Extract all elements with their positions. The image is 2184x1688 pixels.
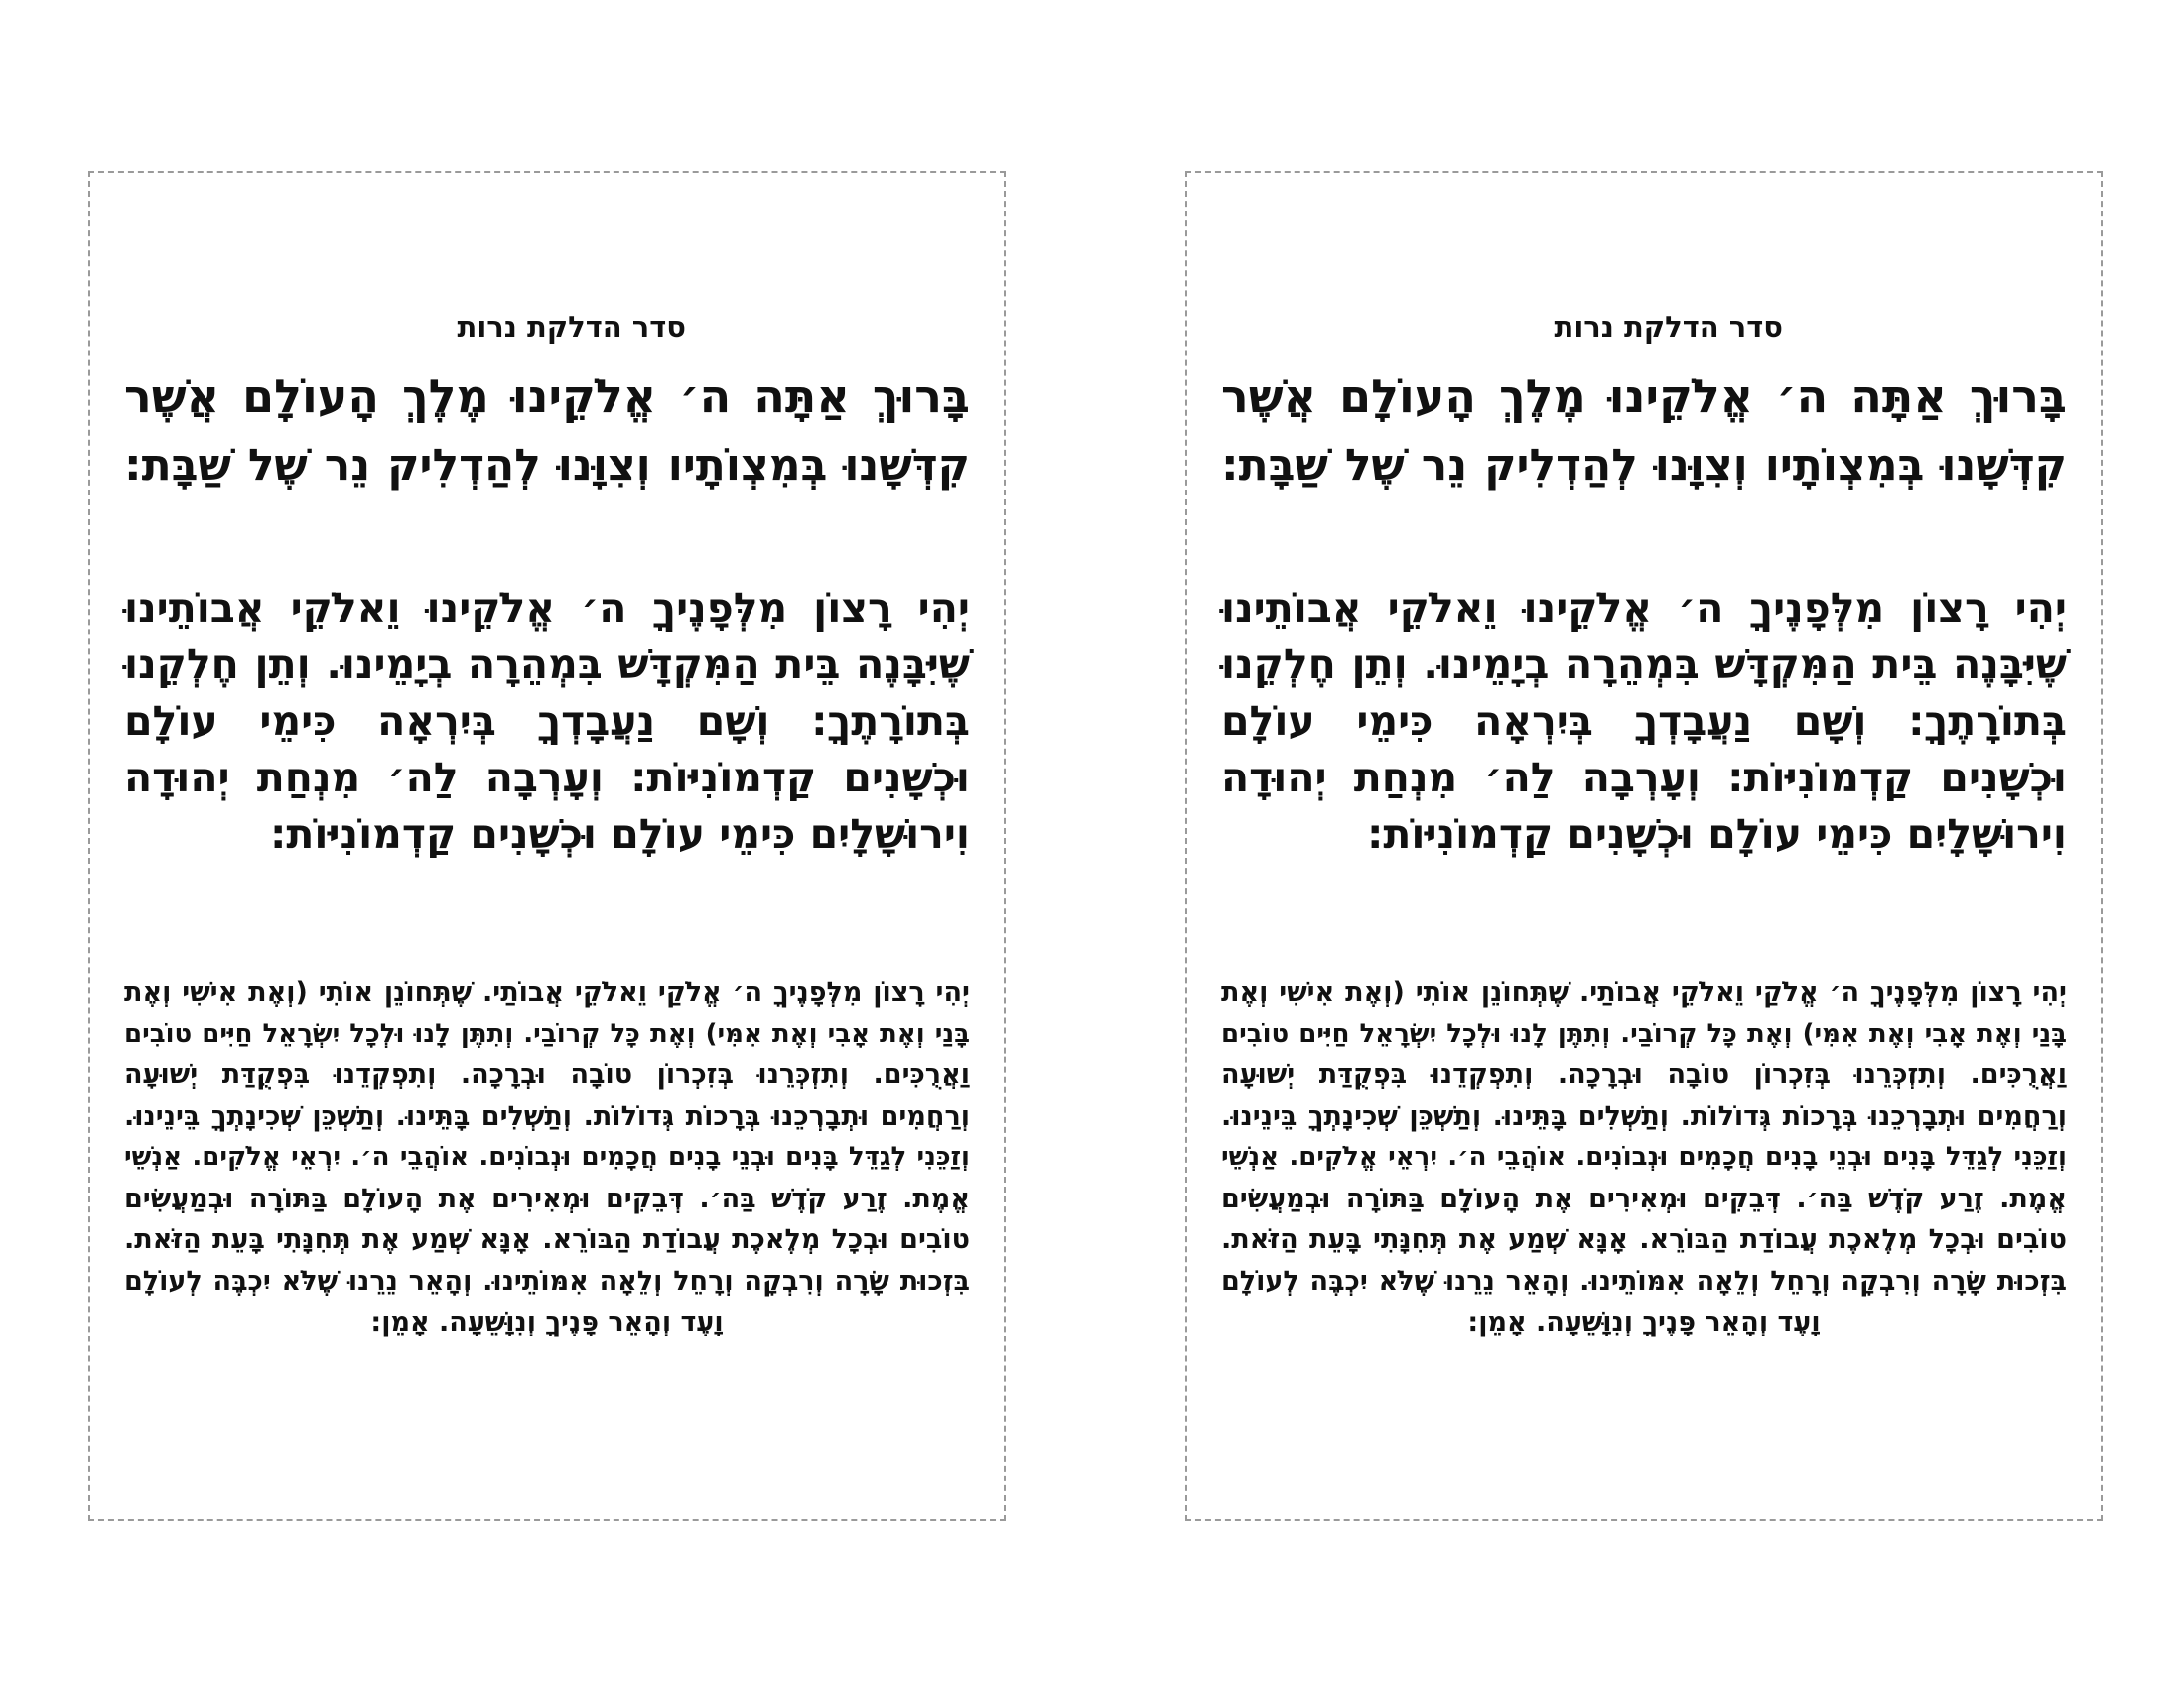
personal-line: וְרַחֲמִים וּתְבָרְכֵנוּ בְּרָכוֹת גְּדוֹלוֹת. וְתַשְׁלִים בָּתֵּינוּ. וְתַשְׁכֵּן שְׁכִינָתְךָ בֵּינֵינוּ.: [1221, 1100, 2067, 1132]
prayer-line: וִירוּשָׁלָיִם כִּימֵי עוֹלָם וּכְשָׁנִים קַדְמוֹנִיּוֹת:: [1366, 810, 2067, 858]
card-title: סדר הדלקת נרות: [457, 310, 686, 344]
personal-line: בִּזְכוּת שָׂרָה וְרִבְקָה וְרָחֵל וְלֵאָה אִמּוֹתֵינוּ. וְהָאֵר נֵרֵנוּ שֶׁלֹּא יִכְבֶּה לְעוֹלָם: [1221, 1265, 2067, 1297]
personal-line: טוֹבִים וּבְכָל מְלֶאכֶת עֲבוֹדַת הַבּוֹרֵא. אָנָּא שְׁמַע אֶת תְּחִנָּתִי בָּעֵת הַזֹּאת.: [1221, 1224, 2067, 1255]
personal-prayer: [124, 972, 970, 1343]
personal-line: וַאֲרֻכִּים. וְתִזְכְּרֵנוּ בְּזִכְרוֹן טוֹבָה וּבְרָכָה. וְתִפְקְדֵנוּ בִּפְקֻדַּת יְשׁוּעָה: [1221, 1059, 2067, 1090]
personal-line: יְהִי רָצוֹן מִלְּפָנֶיךָ ה׳ אֱלֹקַי וֵאלֹקֵי אֲבוֹתַי. שֶׁתְּחוֹנֵן אוֹתִי (וְאֶת אִישִׁי וְאֶת: [124, 977, 970, 1008]
prayer-line: וִירוּשָׁלָיִם כִּימֵי עוֹלָם וּכְשָׁנִים קַדְמוֹנִיּוֹת:: [269, 810, 970, 858]
candle-lighting-card-left: [88, 171, 1006, 1521]
prayer-line: שֶׁיִּבָּנֶה בֵּית הַמִּקְדָּשׁ בִּמְהֵרָה בְיָמֵינוּ. וְתֵן חֶלְקֵנוּ: [124, 640, 970, 688]
personal-line: טוֹבִים וּבְכָל מְלֶאכֶת עֲבוֹדַת הַבּוֹרֵא. אָנָּא שְׁמַע אֶת תְּחִנָּתִי בָּעֵת הַזֹּאת.: [124, 1224, 970, 1255]
blessing-line: בָּרוּךְ אַתָּה ה׳ אֱלֹקֵינוּ מֶלֶךְ הָעוֹלָם אֲשֶׁר: [124, 369, 970, 423]
prayer-line: יְהִי רָצוֹן מִלְּפָנֶיךָ ה׳ אֱלֹקֵינוּ וֵאלֹקֵי אֲבוֹתֵינוּ: [1221, 584, 2067, 632]
blessing-line: קִדְּשָׁנוּ בְּמִצְוֹתָיו וְצִוָּנוּ לְהַדְלִיק נֵר שֶׁל שַׁבָּת:: [124, 440, 970, 491]
personal-line: אֱמֶת. זֶרַע קֹדֶשׁ בַּה׳. דְּבֵקִים וּמְאִירִים אֶת הָעוֹלָם בַּתּוֹרָה וּבְמַעֲשִׂים: [1221, 1183, 2067, 1214]
personal-prayer: [1221, 972, 2067, 1343]
prayer-line: יְהִי רָצוֹן מִלְּפָנֶיךָ ה׳ אֱלֹקֵינוּ וֵאלֹקֵי אֲבוֹתֵינוּ: [124, 584, 970, 632]
temple-prayer: [124, 580, 970, 863]
personal-line: אֱמֶת. זֶרַע קֹדֶשׁ בַּה׳. דְּבֵקִים וּמְאִירִים אֶת הָעוֹלָם בַּתּוֹרָה וּבְמַעֲשִׂים: [124, 1183, 970, 1214]
personal-line: בָּנַי וְאֶת אָבִי וְאֶת אִמִּי) וְאֶת כָּל קְרוֹבַי. וְתִתֶּן לָנוּ וּלְכָל יִשְׂרָאֵל חַיִּים טוֹבִים: [1221, 1018, 2067, 1049]
personal-line: וְזַכֵּנִי לְגַדֵּל בָּנִים וּבְנֵי בָנִים חֲכָמִים וּנְבוֹנִים. אוֹהֲבֵי ה׳. יִרְאֵי אֱלֹקִים. אַנְשֵׁי: [1221, 1142, 2067, 1172]
personal-line: וַאֲרֻכִּים. וְתִזְכְּרֵנוּ בְּזִכְרוֹן טוֹבָה וּבְרָכָה. וְתִפְקְדֵנוּ בִּפְקֻדַּת יְשׁוּעָה: [124, 1059, 970, 1090]
personal-line: יְהִי רָצוֹן מִלְּפָנֶיךָ ה׳ אֱלֹקַי וֵאלֹקֵי אֲבוֹתַי. שֶׁתְּחוֹנֵן אוֹתִי (וְאֶת אִישִׁי וְאֶת: [1221, 977, 2067, 1008]
personal-line: בִּזְכוּת שָׂרָה וְרִבְקָה וְרָחֵל וְלֵאָה אִמּוֹתֵינוּ. וְהָאֵר נֵרֵנוּ שֶׁלֹּא יִכְבֶּה לְעוֹלָם: [124, 1265, 970, 1297]
prayer-line: שֶׁיִּבָּנֶה בֵּית הַמִּקְדָּשׁ בִּמְהֵרָה בְיָמֵינוּ. וְתֵן חֶלְקֵנוּ: [1221, 640, 2067, 688]
personal-line: וָעֶד וְהָאֵר פָּנֶיךָ וְנִוָּשֵׁעָה. אָמֵן:: [1467, 1307, 1821, 1337]
card-title: סדר הדלקת נרות: [1554, 310, 1783, 344]
personal-line: וָעֶד וְהָאֵר פָּנֶיךָ וְנִוָּשֵׁעָה. אָמֵן:: [370, 1307, 724, 1337]
candle-blessing: [124, 361, 970, 500]
prayer-line: וּכְשָׁנִים קַדְמוֹנִיּוֹת: וְעָרְבָה לַה׳ מִנְחַת יְהוּדָה: [1221, 754, 2067, 801]
prayer-line: בְּתוֹרָתֶךָ: וְשָׁם נַעֲבָדְךָ בְּיִרְאָה כִּימֵי עוֹלָם: [1221, 697, 2067, 745]
blessing-line: קִדְּשָׁנוּ בְּמִצְוֹתָיו וְצִוָּנוּ לְהַדְלִיק נֵר שֶׁל שַׁבָּת:: [1221, 440, 2067, 491]
blessing-line: בָּרוּךְ אַתָּה ה׳ אֱלֹקֵינוּ מֶלֶךְ הָעוֹלָם אֲשֶׁר: [1221, 369, 2067, 423]
candle-blessing: [1221, 361, 2067, 500]
personal-line: וְזַכֵּנִי לְגַדֵּל בָּנִים וּבְנֵי בָנִים חֲכָמִים וּנְבוֹנִים. אוֹהֲבֵי ה׳. יִרְאֵי אֱלֹקִים. אַנְשֵׁי: [124, 1142, 970, 1172]
candle-lighting-card-right: [1185, 171, 2103, 1521]
prayer-line: וּכְשָׁנִים קַדְמוֹנִיּוֹת: וְעָרְבָה לַה׳ מִנְחַת יְהוּדָה: [124, 754, 970, 801]
personal-line: בָּנַי וְאֶת אָבִי וְאֶת אִמִּי) וְאֶת כָּל קְרוֹבַי. וְתִתֶּן לָנוּ וּלְכָל יִשְׂרָאֵל חַיִּים טוֹבִים: [124, 1018, 970, 1049]
prayer-line: בְּתוֹרָתֶךָ: וְשָׁם נַעֲבָדְךָ בְּיִרְאָה כִּימֵי עוֹלָם: [124, 697, 970, 745]
temple-prayer: [1221, 580, 2067, 863]
personal-line: וְרַחֲמִים וּתְבָרְכֵנוּ בְּרָכוֹת גְּדוֹלוֹת. וְתַשְׁלִים בָּתֵּינוּ. וְתַשְׁכֵּן שְׁכִינָתְךָ בֵּינֵינוּ.: [124, 1100, 970, 1132]
